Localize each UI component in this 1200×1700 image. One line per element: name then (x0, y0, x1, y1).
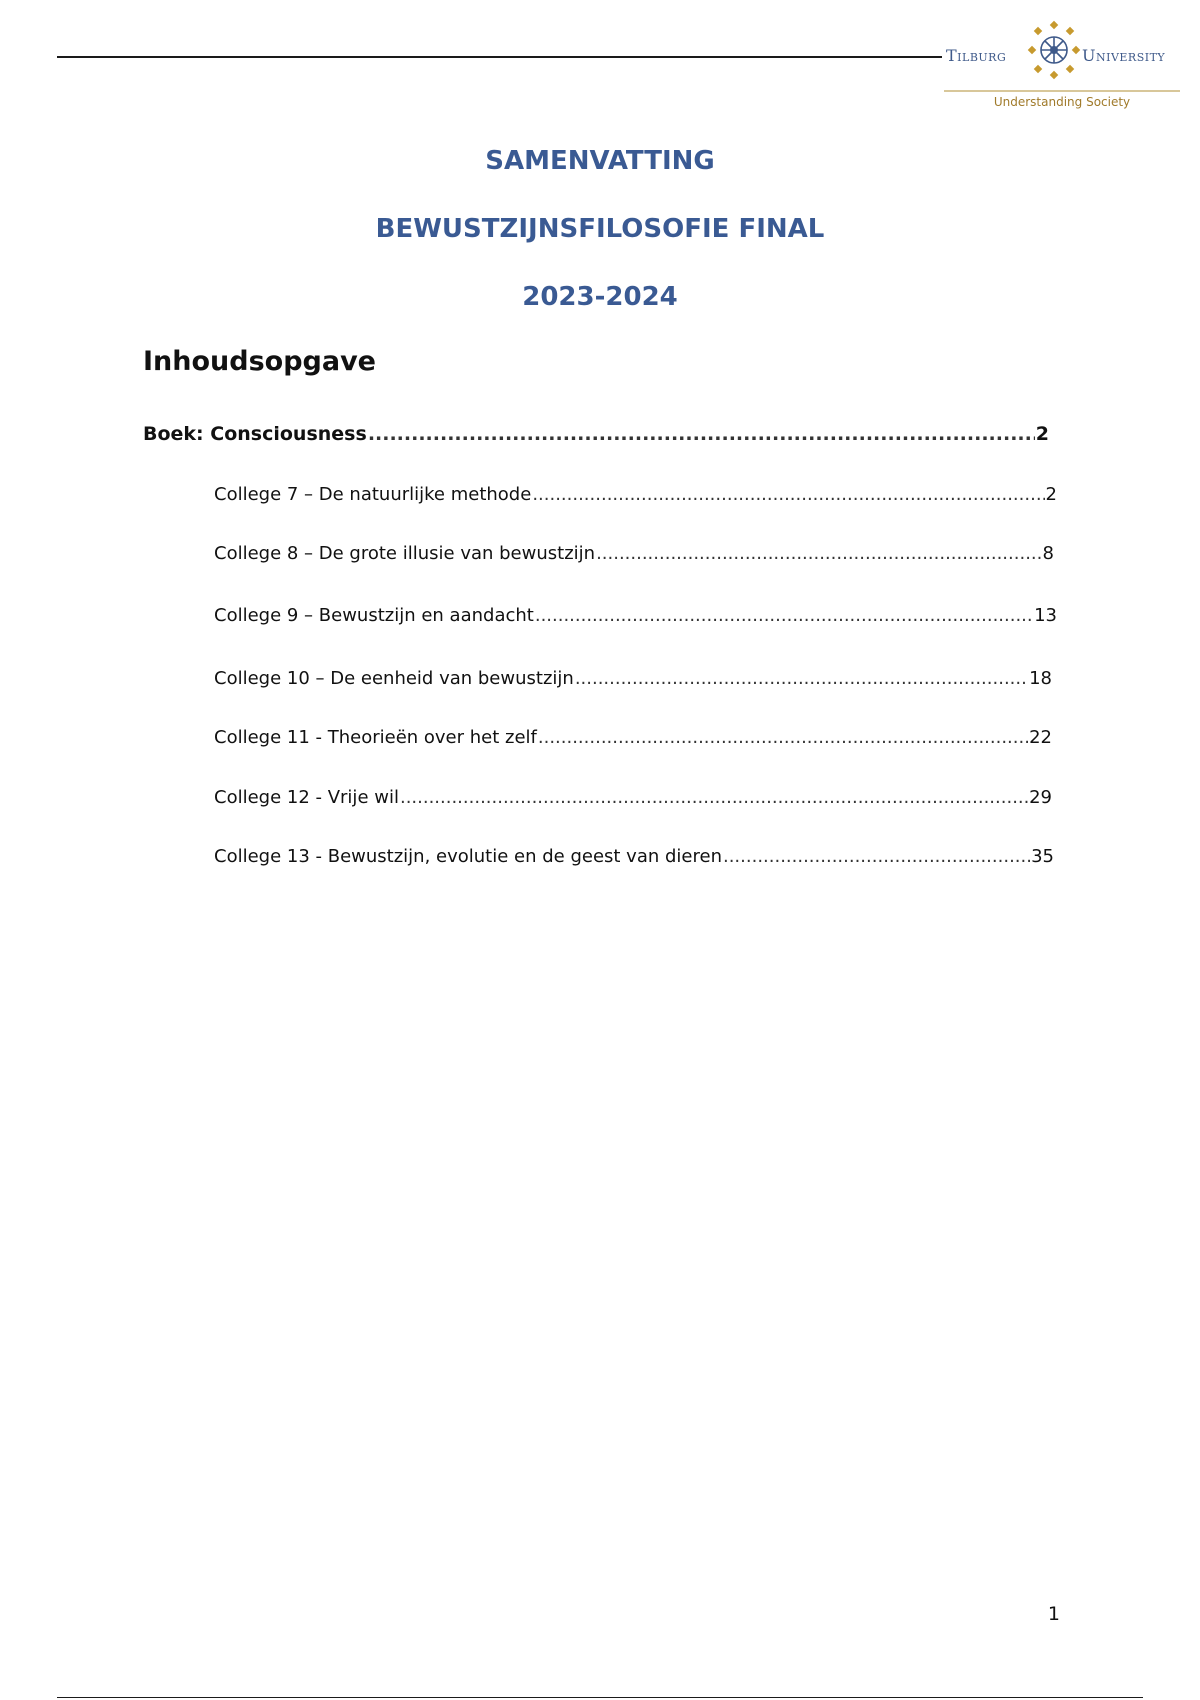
toc-entry[interactable] (214, 484, 1057, 505)
toc-entry-page: 13 (1034, 605, 1057, 626)
toc-dot-leader (575, 668, 1028, 689)
toc-dot-leader (538, 727, 1028, 748)
toc-entry-label: College 7 – De natuurlijke methode (214, 484, 532, 505)
toc-entry-label: College 13 - Bewustzijn, evolutie en de geest van dieren (214, 846, 722, 867)
toc-dot-leader (535, 605, 1033, 626)
toc-entry-page: 2 (1045, 484, 1057, 505)
toc-entry-page: 8 (1042, 543, 1054, 564)
page-number: 1 (1047, 1603, 1060, 1625)
toc-entry-book[interactable] (143, 423, 1049, 445)
toc-entry-page: 2 (1035, 423, 1049, 445)
toc-dot-leader (596, 543, 1041, 564)
document-year: 2023-2024 (522, 282, 678, 312)
toc-dot-leader (400, 787, 1028, 808)
header-rule (57, 56, 942, 58)
toc-entry-page: 18 (1029, 668, 1052, 689)
toc-entry[interactable] (214, 787, 1052, 808)
logo-text-university: University (1082, 46, 1166, 65)
toc-entry-label: College 8 – De grote illusie van bewustzijn (214, 543, 596, 564)
toc-entry-label: Boek: Consciousness (143, 423, 367, 445)
toc-entry-page: 35 (1031, 846, 1054, 867)
toc-entry[interactable] (214, 668, 1052, 689)
toc-entry[interactable] (214, 605, 1057, 626)
toc-dot-leader (368, 423, 1035, 445)
logo-tagline: Understanding Society (993, 95, 1131, 109)
toc-entry-page: 29 (1029, 787, 1052, 808)
toc-entry-label: College 11 - Theorieën over het zelf (214, 727, 537, 748)
footer-rule (57, 1697, 1143, 1698)
toc-dot-leader (532, 484, 1044, 505)
toc-entry[interactable] (214, 727, 1052, 748)
tilburg-university-logo (944, 20, 1180, 116)
logo-divider (944, 90, 1180, 92)
document-subtitle: BEWUSTZIJNSFILOSOFIE FINAL (375, 214, 825, 244)
toc-entry[interactable] (214, 846, 1054, 867)
logo-text-tilburg: Tilburg (946, 46, 1007, 65)
toc-dot-leader (723, 846, 1030, 867)
toc-entry-label: College 12 - Vrije wil (214, 787, 399, 808)
toc-entry-page: 22 (1029, 727, 1052, 748)
document-title: SAMENVATTING (485, 146, 715, 176)
toc-entry[interactable] (214, 543, 1054, 564)
toc-heading: Inhoudsopgave (143, 346, 376, 377)
toc-entry-label: College 9 – Bewustzijn en aandacht (214, 605, 534, 626)
toc-entry-label: College 10 – De eenheid van bewustzijn (214, 668, 574, 689)
